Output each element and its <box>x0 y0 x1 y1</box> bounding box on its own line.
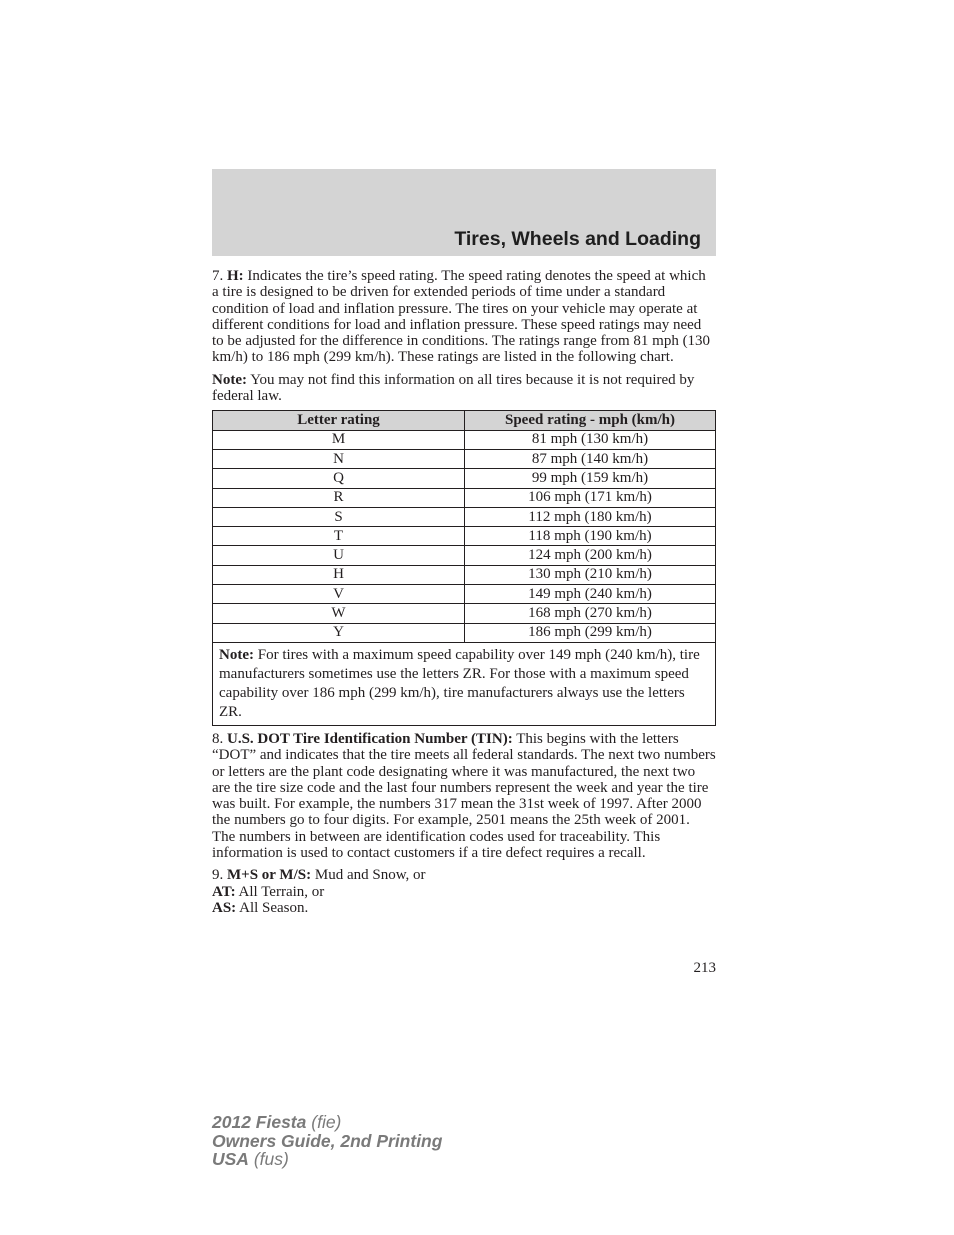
speed-cell: 112 mph (180 km/h) <box>465 507 716 526</box>
footer-line-1 <box>212 1113 442 1132</box>
item-7-number: 7. <box>212 268 224 284</box>
letter-cell: W <box>213 604 465 623</box>
page-content <box>212 268 716 922</box>
speed-cell: 87 mph (140 km/h) <box>465 449 716 468</box>
speed-cell: 124 mph (200 km/h) <box>465 546 716 565</box>
table-row <box>213 527 716 546</box>
footer-line-2 <box>212 1132 442 1151</box>
table-note-text: For tires with a maximum speed capability over 149 mph (240 km/h), tire manufacturers sometimes use the letters ZR. For those with a maximum speed capability over 186 mph (299 km/h), tire manufacturers always use the letters ZR. <box>219 646 700 720</box>
item-9-text-all-season: All Season. <box>239 899 309 916</box>
item-8-paragraph <box>212 731 716 861</box>
item-9-term-all-terrain: AT: <box>212 883 236 900</box>
note-label: Note: <box>212 371 247 388</box>
speed-cell: 130 mph (210 km/h) <box>465 565 716 584</box>
letter-cell: T <box>213 527 465 546</box>
table-row <box>213 546 716 565</box>
footer-line-3 <box>212 1150 442 1169</box>
table-header-row <box>213 411 716 430</box>
item-9-term-mud-snow: M+S or M/S: <box>227 867 312 884</box>
letter-cell: R <box>213 488 465 507</box>
table-row <box>213 623 716 642</box>
letter-cell: S <box>213 507 465 526</box>
item-7-paragraph <box>212 268 716 366</box>
table-row <box>213 604 716 623</box>
table-row <box>213 585 716 604</box>
item-8-term: U.S. DOT Tire Identification Number (TIN): <box>227 730 513 747</box>
item-9-term-all-season: AS: <box>212 899 237 916</box>
page-number: 213 <box>693 960 716 976</box>
table-row <box>213 488 716 507</box>
note-text: You may not find this information on all tires because it is not required by federal law. <box>212 371 695 405</box>
speed-cell: 168 mph (270 km/h) <box>465 604 716 623</box>
letter-cell: H <box>213 565 465 584</box>
speed-cell: 106 mph (171 km/h) <box>465 488 716 507</box>
footer-market-code: (fus) <box>253 1149 289 1169</box>
table-note-label: Note: <box>219 646 254 663</box>
footer-guide-printing: Owners Guide, 2nd Printing <box>212 1130 443 1151</box>
letter-cell: V <box>213 585 465 604</box>
item-8-text: This begins with the letters “DOT” and indicates that the tire meets all federal standards. The next two numbers or letters are the plant code designating where it was manufactured, the next two are the tire size code and the last four numbers represent the week and year the tire was built. For example, the numbers 317 mean the 31st week of 1997. After 2000 the numbers go to four digits. For example, 2501 means the 25th week of 2001. The numbers in between are identification codes used for traceability. This information is used to contact customers if a tire defect requires a recall. <box>212 730 716 862</box>
note-paragraph <box>212 372 716 405</box>
footer-market: USA <box>212 1149 249 1169</box>
footer-model-code: (fie) <box>311 1112 342 1132</box>
item-9-text-all-terrain: All Terrain, or <box>238 883 325 900</box>
table-note-row <box>213 642 716 725</box>
letter-cell: M <box>213 430 465 449</box>
speed-rating-table <box>212 410 716 726</box>
table-row <box>213 565 716 584</box>
letter-cell: Y <box>213 623 465 642</box>
letter-cell: U <box>213 546 465 565</box>
table-row <box>213 469 716 488</box>
footer-model: 2012 Fiesta <box>212 1112 307 1132</box>
table-note-cell <box>213 642 716 725</box>
table-row <box>213 449 716 468</box>
item-9-paragraph <box>212 867 716 916</box>
table-row <box>213 430 716 449</box>
speed-cell: 186 mph (299 km/h) <box>465 623 716 642</box>
speed-cell: 81 mph (130 km/h) <box>465 430 716 449</box>
document-footer <box>212 1113 442 1169</box>
item-9-text-mud-snow: Mud and Snow, or <box>314 867 426 884</box>
speed-cell: 118 mph (190 km/h) <box>465 527 716 546</box>
section-title: Tires, Wheels and Loading <box>454 228 701 250</box>
column-header-speed-rating: Speed rating - mph (km/h) <box>465 411 716 430</box>
letter-cell: Q <box>213 469 465 488</box>
column-header-letter-rating: Letter rating <box>213 411 465 430</box>
item-7-term: H: <box>227 268 244 284</box>
table-row <box>213 507 716 526</box>
item-8-number: 8. <box>212 730 224 747</box>
speed-cell: 149 mph (240 km/h) <box>465 585 716 604</box>
item-7-text: Indicates the tire’s speed rating. The speed rating denotes the speed at which a tire is designed to be driven for extended periods of time under a standard condition of load and inflation pressure. The tires on your vehicle may operate at different conditions for load and inflation pressure. These speed ratings may need to be adjusted for the difference in conditions. The ratings range from 81 mph (130 km/h) to 186 mph (299 km/h). These ratings are listed in the following chart. <box>212 268 711 366</box>
section-header-band <box>212 169 716 256</box>
speed-cell: 99 mph (159 km/h) <box>465 469 716 488</box>
item-9-number: 9. <box>212 867 224 884</box>
letter-cell: N <box>213 449 465 468</box>
